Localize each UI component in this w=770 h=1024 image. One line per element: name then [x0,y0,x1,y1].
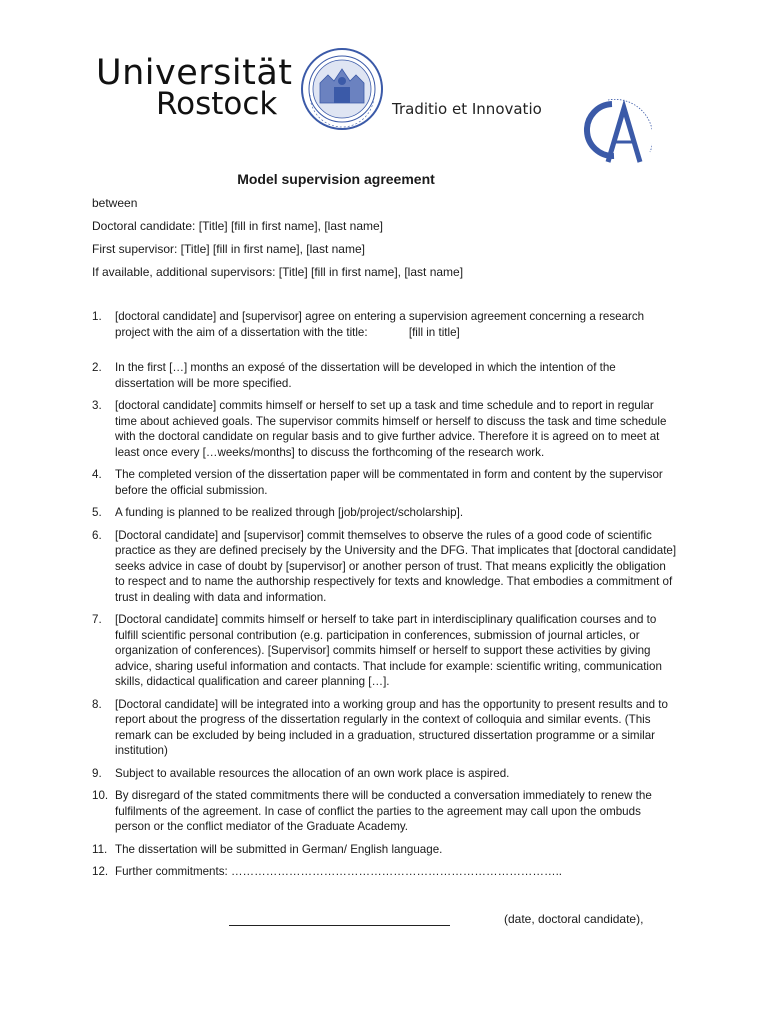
clause-1 [92,309,678,340]
clause-text: [Doctoral candidate] will be integrated into a working group and has the opportunity to present results and to report about the progress of the dissertation regularly in the context of colloquia and similar events. (This remark can be excluded by being included in a graduation, structured dissertation programme or a similar institution) [115,697,668,757]
clause-number: 5. [92,506,102,519]
clause-text: [Doctoral candidate] and [supervisor] commit themselves to observe the rules of a good code of scientific practice as they are defined precisely by the University and the DFG. That implicates that [doctoral candidate] seeks advice in case of doubt by [supervisor] or another person of trust. That means explicitly the obligation to respect and to name the authorship respectively for texts and knowledge. That embodies a commitment of trust in dealing with data and information. [115,528,677,604]
clause-text: [doctoral candidate] commits himself or herself to set up a task and time schedule and to report in regular time about achieved goals. The supervisor commits himself or herself to discuss the task and time schedule with the doctoral candidate on regular basis and to give further advice. Therefore it is agreed on to meet at least once every […weeks/months] to discuss the forthcoming of the research work. [115,399,667,459]
clause-2 [92,360,678,391]
clause-number: 10. [92,789,109,802]
clause-12 [92,864,678,880]
intro-doctoral-candidate: Doctoral candidate: [Title] [fill in first name], [last name] [92,219,384,233]
clause-number: 2. [92,361,102,374]
clause-3 [92,398,678,460]
clause-number: 12. [92,865,109,878]
clause-text: By disregard of the stated commitments there will be conducted a conversation immediately to renew the fulfilments of the agreement. In case of conflict the parties to the agreement may call upon the ombuds person or the conflict mediator of the Graduate Academy. [115,789,652,833]
motto: Traditio et Innovatio [392,100,542,118]
university-seal-icon [300,47,384,131]
clause-number: 11. [92,842,108,856]
university-wordmark [96,53,293,122]
graduate-academy-logo-icon [568,94,652,166]
clause-text: Subject to available resources the allocation of an own work place is aspired. [115,766,510,780]
clause-title-placeholder: [fill in title] [408,325,460,339]
clause-7 [92,612,678,690]
clause-number: 1. [92,310,102,323]
clause-text: The dissertation will be submitted in German/ English language. [115,842,443,856]
wordmark-line-1: Universität [96,53,293,93]
clause-9 [92,766,678,782]
intro-first-supervisor: First supervisor: [Title] [fill in first name], [last name] [92,242,365,256]
clause-number: 7. [92,613,102,626]
clause-number: 4. [92,468,102,481]
clause-text: [Doctoral candidate] commits himself or herself to take part in interdisciplinary qualification courses and to fulfill scientific personal contribution (e.g. participation in conferences, submission of journal articles, or organization of conferences). [Supervisor] commits himself or herself to support these activities by giving advice, sharing useful information and contacts. That include for example: scientific writing, communication skills, didactical qualification and career planning […]. [115,613,662,688]
clause-number: 9. [92,766,102,780]
wordmark-line-2: Rostock [156,86,278,122]
document-title: Model supervision agreement [237,171,435,187]
clause-text: The completed version of the dissertation paper will be commentated in form and content by the supervisor before the official submission. [115,468,663,497]
signature-caption: (date, doctoral candidate), [504,912,644,926]
clause-number: 3. [92,399,102,412]
clause-number: 6. [92,528,102,542]
clause-text: A funding is planned to be realized through [job/project/scholarship]. [115,506,464,519]
clause-8 [92,697,678,759]
clause-text: Further commitments: ………………………………………………………………………….. [115,865,563,878]
clause-text: [doctoral candidate] and [supervisor] agree on entering a supervision agreement concerning a research project with the aim of a dissertation with the title: [115,310,645,339]
clause-number: 8. [92,697,102,711]
clause-11 [92,842,678,858]
signature-line[interactable] [229,925,450,926]
agreement-clauses [92,309,678,887]
clause-6 [92,528,678,606]
intro-between: between [92,196,138,210]
clause-4 [92,467,678,498]
intro-additional-supervisors: If available, additional supervisors: [Title] [fill in first name], [last name] [92,265,464,279]
clause-10 [92,788,678,835]
clause-text: In the first […] months an exposé of the dissertation will be developed in which the intention of the dissertation will be more specified. [115,361,616,390]
clause-5 [92,505,678,521]
